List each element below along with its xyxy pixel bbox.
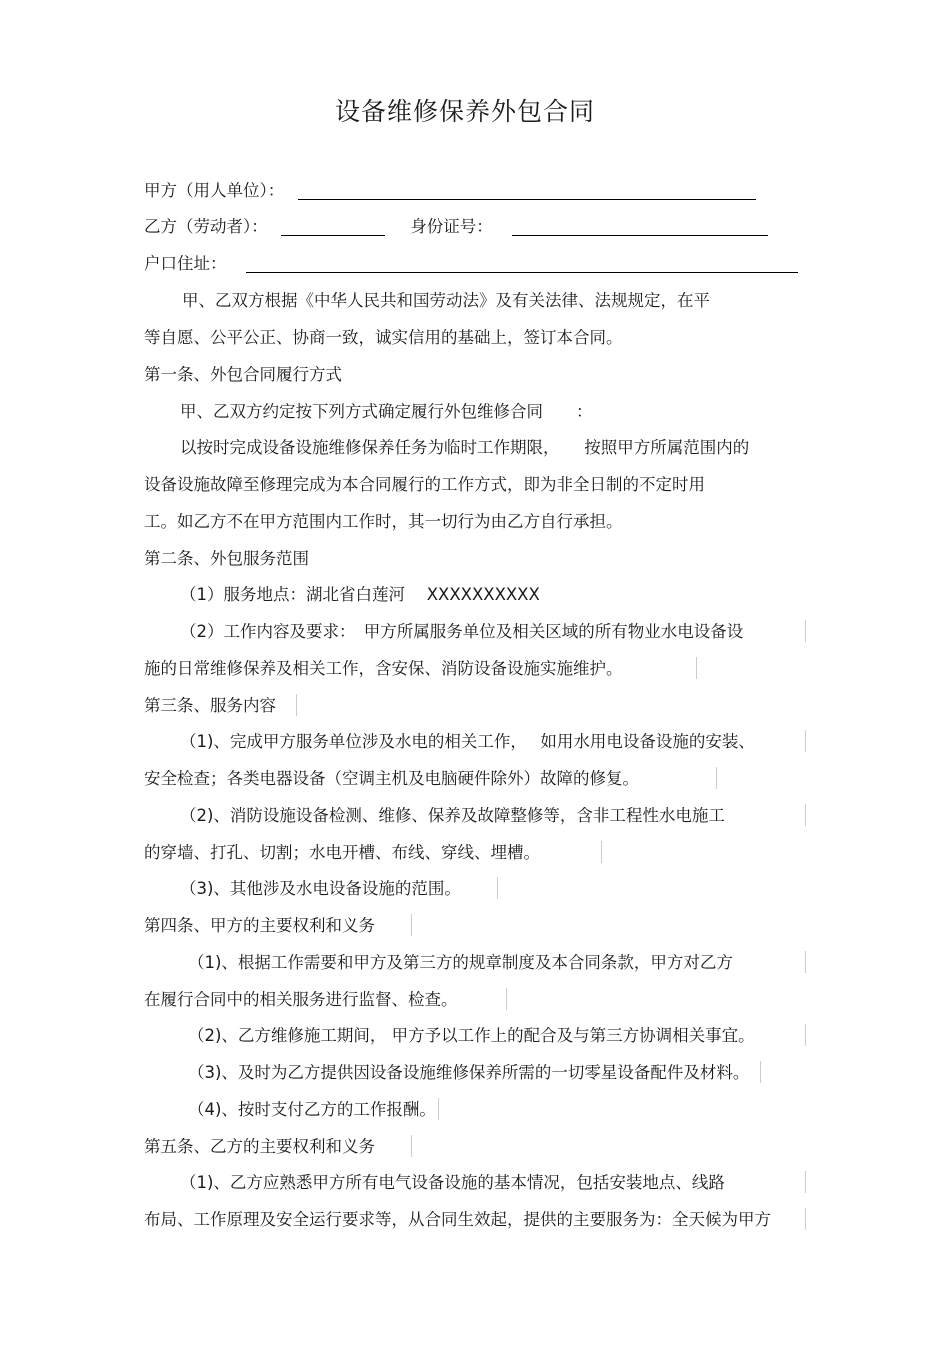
scan-mark [805,730,806,752]
article-4-heading: 第四条、甲方的主要权利和义务 [144,916,375,935]
party-b-row [144,216,768,238]
article-2-heading: 第二条、外包服务范围 [144,549,309,568]
article-4-line: （4)、按时支付乙方的工作报酬。 [188,1100,436,1119]
article-5-line: 布局、工作原理及安全运行要求等，从合同生效起，提供的主要服务为：全天候为甲方 [144,1210,771,1229]
article-1-line: 甲、乙双方约定按下列方式确定履行外包维修合同 ： [180,402,593,421]
article-3-line: 安全检查；各类电器设备（空调主机及电脑硬件除外）故障的修复。 [144,769,639,788]
scan-mark [805,1208,806,1230]
preamble-line: 甲、乙双方根据《中华人民共和国劳动法》及有关法律、法规规定，在平 [182,291,710,310]
address-row [144,253,798,275]
scan-mark [805,804,806,826]
article-2-line: （1）服务地点：湖北省白莲河 XXXXXXXXXX [180,585,540,604]
id-blank[interactable] [512,219,768,236]
scan-mark [438,1098,439,1120]
article-1-line: 工。如乙方不在甲方范围内工作时，其一切行为由乙方自行承担。 [144,512,623,531]
address-label: 户口住址： [144,254,227,273]
article-3-line: （3)、其他涉及水电设备设施的范围。 [180,879,461,898]
scan-mark [696,657,697,679]
article-3-line: （2)、消防设施设备检测、维修、保养及故障整修等，含非工程性水电施工 [180,806,725,825]
scan-mark [805,1171,806,1193]
article-3-heading: 第三条、服务内容 [144,696,276,715]
article-1-heading: 第一条、外包合同履行方式 [144,365,342,384]
article-2-line: 施的日常维修保养及相关工作，含安保、消防设备设施实施维护。 [144,659,623,678]
article-1-line: 以按时完成设备设施维修保养任务为临时工作期限， 按照甲方所属范围内的 [180,438,750,457]
article-4-line: 在履行合同中的相关服务进行监督、检查。 [144,990,458,1009]
article-5-heading: 第五条、乙方的主要权利和义务 [144,1137,375,1156]
party-a-label: 甲方（用人单位）： [144,181,285,200]
scan-mark [296,694,297,716]
address-blank[interactable] [246,256,798,273]
party-a-blank[interactable] [298,183,756,200]
article-3-line: 的穿墙、打孔、切割；水电开槽、布线、穿线、埋槽。 [144,843,540,862]
article-3-line: （1)、完成甲方服务单位涉及水电的相关工作， 如用水用电设备设施的安装、 [180,732,755,751]
scan-mark [601,841,602,863]
scan-mark [805,951,806,973]
article-2-line: （2）工作内容及要求： 甲方所属服务单位及相关区域的所有物业水电设备设 [180,622,744,641]
scan-mark [497,877,498,899]
article-4-line: （3)、及时为乙方提供因设备设施维修保养所需的一切零星设备配件及材料。 [188,1063,750,1082]
scan-mark [411,914,412,936]
scan-mark [805,1024,806,1046]
party-a-row [144,180,756,202]
scan-mark [805,620,806,642]
article-1-line: 设备设施故障至修理完成为本合同履行的工作方式，即为非全日制的不定时用 [144,475,705,494]
scan-mark [506,988,507,1010]
scan-mark [411,1135,412,1157]
preamble-line: 等自愿、公平公正、协商一致，诚实信用的基础上，签订本合同。 [144,328,623,347]
party-b-blank[interactable] [281,219,385,236]
id-label: 身份证号： [410,217,493,236]
article-4-line: （1)、根据工作需要和甲方及第三方的规章制度及本合同条款，甲方对乙方 [188,953,733,972]
document-title: 设备维修保养外包合同 [334,97,595,126]
scan-mark [760,1061,761,1083]
article-5-line: （1)、乙方应熟悉甲方所有电气设备设施的基本情况，包括安装地点、线路 [180,1173,725,1192]
party-b-label: 乙方（劳动者）： [144,217,268,236]
article-4-line: （2)、乙方维修施工期间， 甲方予以工作上的配合及与第三方协调相关事宜。 [188,1026,755,1045]
scan-mark [716,767,717,789]
